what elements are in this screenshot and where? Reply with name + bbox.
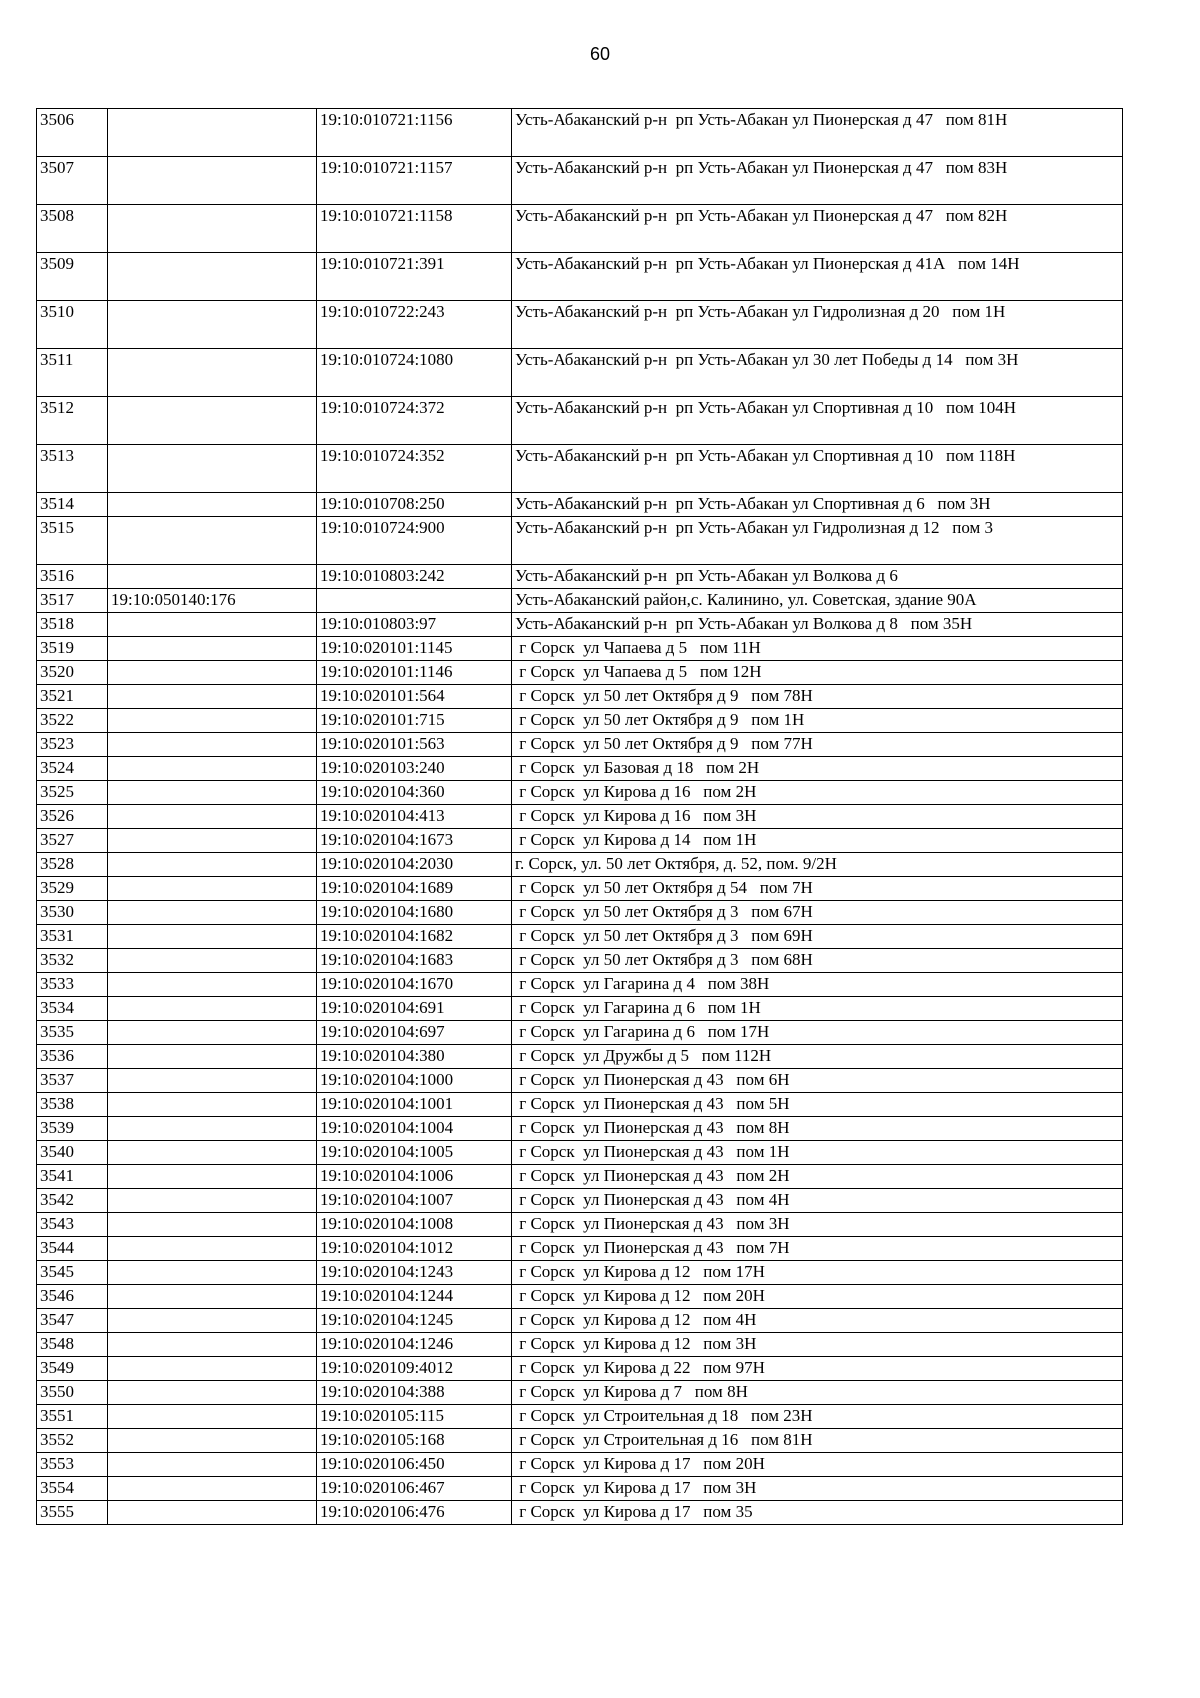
previous-cadastral-cell [108,1237,317,1261]
cadastral-number-cell: 19:10:020104:1012 [317,1237,512,1261]
table-row [37,901,1123,925]
row-number-cell: 3539 [37,1117,108,1141]
cadastral-number-cell: 19:10:020104:1680 [317,901,512,925]
address-cell: г. Сорск, ул. 50 лет Октября, д. 52, пом. 9/2Н [512,853,1123,877]
address-cell: г Сорск ул 50 лет Октября д 9 пом 1Н [512,709,1123,733]
address-cell: г Сорск ул Кирова д 17 пом 20Н [512,1453,1123,1477]
address-cell: г Сорск ул 50 лет Октября д 3 пом 67Н [512,901,1123,925]
address-cell: г Сорск ул Дружбы д 5 пом 112Н [512,1045,1123,1069]
row-number-cell: 3521 [37,685,108,709]
register-body [37,109,1123,1525]
cadastral-number-cell: 19:10:010724:900 [317,517,512,565]
table-row [37,637,1123,661]
address-cell: Усть-Абаканский р-н рп Усть-Абакан ул Гидролизная д 12 пом 3 [512,517,1123,565]
cadastral-number-cell: 19:10:020103:240 [317,757,512,781]
address-cell: г Сорск ул Гагарина д 6 пом 17Н [512,1021,1123,1045]
previous-cadastral-cell [108,733,317,757]
previous-cadastral-cell [108,853,317,877]
cadastral-number-cell: 19:10:020104:380 [317,1045,512,1069]
address-cell: г Сорск ул Кирова д 12 пом 20Н [512,1285,1123,1309]
cadastral-number-cell: 19:10:020106:450 [317,1453,512,1477]
cadastral-number-cell: 19:10:020104:1244 [317,1285,512,1309]
address-cell: г Сорск ул Пионерская д 43 пом 3Н [512,1213,1123,1237]
address-cell: г Сорск ул Пионерская д 43 пом 8Н [512,1117,1123,1141]
address-cell: Усть-Абаканский р-н рп Усть-Абакан ул Пионерская д 47 пом 81Н [512,109,1123,157]
previous-cadastral-cell [108,781,317,805]
cadastral-number-cell: 19:10:020101:1146 [317,661,512,685]
previous-cadastral-cell [108,1333,317,1357]
property-register-table [36,108,1123,1525]
row-number-cell: 3555 [37,1501,108,1525]
cadastral-number-cell: 19:10:020104:1670 [317,973,512,997]
row-number-cell: 3543 [37,1213,108,1237]
row-number-cell: 3553 [37,1453,108,1477]
cadastral-number-cell: 19:10:020104:1683 [317,949,512,973]
table-row [37,1429,1123,1453]
table-row [37,973,1123,997]
cadastral-number-cell: 19:10:010721:1156 [317,109,512,157]
cadastral-number-cell: 19:10:020101:1145 [317,637,512,661]
address-cell: г Сорск ул Кирова д 14 пом 1Н [512,829,1123,853]
previous-cadastral-cell [108,1117,317,1141]
cadastral-number-cell [317,589,512,613]
cadastral-number-cell: 19:10:010724:372 [317,397,512,445]
row-number-cell: 3540 [37,1141,108,1165]
previous-cadastral-cell [108,1261,317,1285]
address-cell: г Сорск ул Гагарина д 4 пом 38Н [512,973,1123,997]
address-cell: Усть-Абаканский р-н рп Усть-Абакан ул Спортивная д 6 пом 3Н [512,493,1123,517]
cadastral-number-cell: 19:10:020106:476 [317,1501,512,1525]
table-row [37,301,1123,349]
previous-cadastral-cell [108,685,317,709]
cadastral-number-cell: 19:10:020109:4012 [317,1357,512,1381]
row-number-cell: 3510 [37,301,108,349]
table-row [37,781,1123,805]
cadastral-number-cell: 19:10:020104:697 [317,1021,512,1045]
previous-cadastral-cell [108,709,317,733]
cadastral-number-cell: 19:10:010724:1080 [317,349,512,397]
table-row [37,709,1123,733]
row-number-cell: 3513 [37,445,108,493]
row-number-cell: 3528 [37,853,108,877]
row-number-cell: 3544 [37,1237,108,1261]
cadastral-number-cell: 19:10:020104:1689 [317,877,512,901]
previous-cadastral-cell [108,157,317,205]
address-cell: Усть-Абаканский р-н рп Усть-Абакан ул Гидролизная д 20 пом 1Н [512,301,1123,349]
cadastral-number-cell: 19:10:020105:115 [317,1405,512,1429]
row-number-cell: 3530 [37,901,108,925]
table-row [37,349,1123,397]
table-row [37,1141,1123,1165]
previous-cadastral-cell [108,613,317,637]
table-row [37,565,1123,589]
address-cell: г Сорск ул Строительная д 16 пом 81Н [512,1429,1123,1453]
row-number-cell: 3541 [37,1165,108,1189]
address-cell: г Сорск ул Пионерская д 43 пом 6Н [512,1069,1123,1093]
table-row [37,613,1123,637]
previous-cadastral-cell [108,565,317,589]
row-number-cell: 3506 [37,109,108,157]
address-cell: г Сорск ул Гагарина д 6 пом 1Н [512,997,1123,1021]
table-row [37,853,1123,877]
address-cell: г Сорск ул Кирова д 12 пом 3Н [512,1333,1123,1357]
address-cell: г Сорск ул Кирова д 17 пом 3Н [512,1477,1123,1501]
row-number-cell: 3542 [37,1189,108,1213]
cadastral-number-cell: 19:10:020104:1005 [317,1141,512,1165]
previous-cadastral-cell [108,661,317,685]
previous-cadastral-cell [108,949,317,973]
cadastral-number-cell: 19:10:020104:1001 [317,1093,512,1117]
table-row [37,205,1123,253]
cadastral-number-cell: 19:10:020104:1243 [317,1261,512,1285]
row-number-cell: 3514 [37,493,108,517]
row-number-cell: 3546 [37,1285,108,1309]
previous-cadastral-cell [108,397,317,445]
row-number-cell: 3538 [37,1093,108,1117]
row-number-cell: 3531 [37,925,108,949]
cadastral-number-cell: 19:10:010724:352 [317,445,512,493]
address-cell: г Сорск ул Чапаева д 5 пом 12Н [512,661,1123,685]
previous-cadastral-cell: 19:10:050140:176 [108,589,317,613]
row-number-cell: 3512 [37,397,108,445]
address-cell: Усть-Абаканский р-н рп Усть-Абакан ул Волкова д 8 пом 35Н [512,613,1123,637]
table-row [37,757,1123,781]
previous-cadastral-cell [108,901,317,925]
table-row [37,805,1123,829]
previous-cadastral-cell [108,1165,317,1189]
row-number-cell: 3552 [37,1429,108,1453]
previous-cadastral-cell [108,1501,317,1525]
previous-cadastral-cell [108,1453,317,1477]
previous-cadastral-cell [108,1405,317,1429]
table-row [37,1069,1123,1093]
address-cell: Усть-Абаканский р-н рп Усть-Абакан ул Спортивная д 10 пом 104Н [512,397,1123,445]
table-row [37,733,1123,757]
table-row [37,109,1123,157]
address-cell: г Сорск ул Кирова д 16 пом 3Н [512,805,1123,829]
cadastral-number-cell: 19:10:020105:168 [317,1429,512,1453]
cadastral-number-cell: 19:10:020104:2030 [317,853,512,877]
previous-cadastral-cell [108,493,317,517]
address-cell: Усть-Абаканский р-н рп Усть-Абакан ул Пионерская д 47 пом 82Н [512,205,1123,253]
cadastral-number-cell: 19:10:020104:1004 [317,1117,512,1141]
row-number-cell: 3532 [37,949,108,973]
row-number-cell: 3533 [37,973,108,997]
row-number-cell: 3524 [37,757,108,781]
row-number-cell: 3537 [37,1069,108,1093]
row-number-cell: 3549 [37,1357,108,1381]
row-number-cell: 3520 [37,661,108,685]
cadastral-number-cell: 19:10:020104:360 [317,781,512,805]
cadastral-number-cell: 19:10:020104:1246 [317,1333,512,1357]
address-cell: г Сорск ул 50 лет Октября д 54 пом 7Н [512,877,1123,901]
table-row [37,1285,1123,1309]
address-cell: г Сорск ул Пионерская д 43 пом 5Н [512,1093,1123,1117]
row-number-cell: 3518 [37,613,108,637]
row-number-cell: 3536 [37,1045,108,1069]
address-cell: г Сорск ул 50 лет Октября д 9 пом 77Н [512,733,1123,757]
previous-cadastral-cell [108,637,317,661]
table-row [37,1309,1123,1333]
previous-cadastral-cell [108,973,317,997]
previous-cadastral-cell [108,1189,317,1213]
cadastral-number-cell: 19:10:020104:691 [317,997,512,1021]
table-row [37,949,1123,973]
address-cell: г Сорск ул Пионерская д 43 пом 1Н [512,1141,1123,1165]
previous-cadastral-cell [108,1021,317,1045]
address-cell: г Сорск ул Строительная д 18 пом 23Н [512,1405,1123,1429]
table-row [37,1405,1123,1429]
previous-cadastral-cell [108,1357,317,1381]
row-number-cell: 3523 [37,733,108,757]
previous-cadastral-cell [108,925,317,949]
cadastral-number-cell: 19:10:010721:1157 [317,157,512,205]
previous-cadastral-cell [108,829,317,853]
row-number-cell: 3522 [37,709,108,733]
row-number-cell: 3507 [37,157,108,205]
cadastral-number-cell: 19:10:010721:391 [317,253,512,301]
address-cell: г Сорск ул Кирова д 7 пом 8Н [512,1381,1123,1405]
table-row [37,517,1123,565]
row-number-cell: 3508 [37,205,108,253]
previous-cadastral-cell [108,1213,317,1237]
previous-cadastral-cell [108,1381,317,1405]
row-number-cell: 3515 [37,517,108,565]
table-row [37,1453,1123,1477]
cadastral-number-cell: 19:10:020101:563 [317,733,512,757]
cadastral-number-cell: 19:10:020104:1682 [317,925,512,949]
row-number-cell: 3547 [37,1309,108,1333]
table-row [37,1501,1123,1525]
row-number-cell: 3550 [37,1381,108,1405]
table-row [37,157,1123,205]
address-cell: г Сорск ул Кирова д 12 пом 17Н [512,1261,1123,1285]
table-row [37,997,1123,1021]
previous-cadastral-cell [108,997,317,1021]
previous-cadastral-cell [108,1477,317,1501]
table-row [37,589,1123,613]
previous-cadastral-cell [108,1045,317,1069]
table-row [37,1093,1123,1117]
row-number-cell: 3526 [37,805,108,829]
row-number-cell: 3525 [37,781,108,805]
address-cell: Усть-Абаканский р-н рп Усть-Абакан ул Спортивная д 10 пом 118Н [512,445,1123,493]
previous-cadastral-cell [108,1285,317,1309]
table-row [37,1477,1123,1501]
address-cell: г Сорск ул 50 лет Октября д 3 пом 69Н [512,925,1123,949]
previous-cadastral-cell [108,301,317,349]
table-row [37,1213,1123,1237]
row-number-cell: 3548 [37,1333,108,1357]
table-row [37,925,1123,949]
row-number-cell: 3527 [37,829,108,853]
address-cell: г Сорск ул Пионерская д 43 пом 2Н [512,1165,1123,1189]
cadastral-number-cell: 19:10:020104:1007 [317,1189,512,1213]
table-row [37,685,1123,709]
address-cell: Усть-Абаканский р-н рп Усть-Абакан ул Пионерская д 41А пом 14Н [512,253,1123,301]
table-row [37,877,1123,901]
table-row [37,661,1123,685]
table-row [37,1357,1123,1381]
row-number-cell: 3534 [37,997,108,1021]
row-number-cell: 3511 [37,349,108,397]
table-row [37,1237,1123,1261]
table-row [37,253,1123,301]
cadastral-number-cell: 19:10:020104:1008 [317,1213,512,1237]
previous-cadastral-cell [108,349,317,397]
address-cell: г Сорск ул Чапаева д 5 пом 11Н [512,637,1123,661]
row-number-cell: 3517 [37,589,108,613]
previous-cadastral-cell [108,1069,317,1093]
previous-cadastral-cell [108,1309,317,1333]
row-number-cell: 3529 [37,877,108,901]
previous-cadastral-cell [108,205,317,253]
previous-cadastral-cell [108,805,317,829]
table-row [37,1189,1123,1213]
table-row [37,397,1123,445]
address-cell: Усть-Абаканский р-н рп Усть-Абакан ул Волкова д 6 [512,565,1123,589]
row-number-cell: 3519 [37,637,108,661]
cadastral-number-cell: 19:10:020104:1245 [317,1309,512,1333]
cadastral-number-cell: 19:10:020106:467 [317,1477,512,1501]
row-number-cell: 3545 [37,1261,108,1285]
previous-cadastral-cell [108,253,317,301]
cadastral-number-cell: 19:10:020101:564 [317,685,512,709]
previous-cadastral-cell [108,757,317,781]
cadastral-number-cell: 19:10:020104:388 [317,1381,512,1405]
address-cell: г Сорск ул Кирова д 12 пом 4Н [512,1309,1123,1333]
cadastral-number-cell: 19:10:020104:1673 [317,829,512,853]
page-number: 60 [589,44,611,64]
table-row [37,829,1123,853]
address-cell: г Сорск ул Пионерская д 43 пом 7Н [512,1237,1123,1261]
address-cell: г Сорск ул Кирова д 16 пом 2Н [512,781,1123,805]
cadastral-number-cell: 19:10:020104:1006 [317,1165,512,1189]
address-cell: г Сорск ул 50 лет Октября д 3 пом 68Н [512,949,1123,973]
address-cell: Усть-Абаканский район,с. Калинино, ул. Советская, здание 90А [512,589,1123,613]
address-cell: г Сорск ул Кирова д 17 пом 35 [512,1501,1123,1525]
address-cell: г Сорск ул Базовая д 18 пом 2Н [512,757,1123,781]
previous-cadastral-cell [108,1141,317,1165]
table-row [37,1381,1123,1405]
address-cell: г Сорск ул 50 лет Октября д 9 пом 78Н [512,685,1123,709]
cadastral-number-cell: 19:10:020104:1000 [317,1069,512,1093]
cadastral-number-cell: 19:10:010803:242 [317,565,512,589]
row-number-cell: 3554 [37,1477,108,1501]
address-cell: Усть-Абаканский р-н рп Усть-Абакан ул 30 лет Победы д 14 пом 3Н [512,349,1123,397]
previous-cadastral-cell [108,877,317,901]
row-number-cell: 3535 [37,1021,108,1045]
table-row [37,1333,1123,1357]
cadastral-number-cell: 19:10:020101:715 [317,709,512,733]
table-row [37,1045,1123,1069]
cadastral-number-cell: 19:10:020104:413 [317,805,512,829]
cadastral-number-cell: 19:10:010803:97 [317,613,512,637]
table-row [37,493,1123,517]
previous-cadastral-cell [108,1093,317,1117]
row-number-cell: 3509 [37,253,108,301]
address-cell: г Сорск ул Пионерская д 43 пом 4Н [512,1189,1123,1213]
cadastral-number-cell: 19:10:010721:1158 [317,205,512,253]
cadastral-number-cell: 19:10:010722:243 [317,301,512,349]
table-row [37,445,1123,493]
table-row [37,1117,1123,1141]
row-number-cell: 3551 [37,1405,108,1429]
address-cell: г Сорск ул Кирова д 22 пом 97Н [512,1357,1123,1381]
table-row [37,1021,1123,1045]
previous-cadastral-cell [108,1429,317,1453]
table-row [37,1261,1123,1285]
previous-cadastral-cell [108,109,317,157]
table-row [37,1165,1123,1189]
previous-cadastral-cell [108,517,317,565]
address-cell: Усть-Абаканский р-н рп Усть-Абакан ул Пионерская д 47 пом 83Н [512,157,1123,205]
previous-cadastral-cell [108,445,317,493]
row-number-cell: 3516 [37,565,108,589]
cadastral-number-cell: 19:10:010708:250 [317,493,512,517]
